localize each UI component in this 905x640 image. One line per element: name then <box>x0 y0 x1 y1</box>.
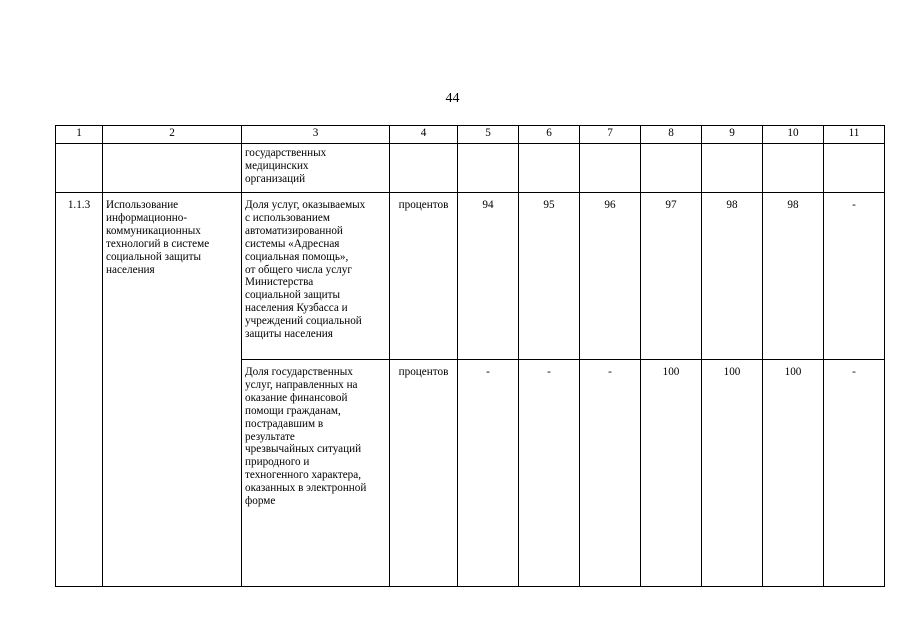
cell-value: 100 <box>702 360 763 587</box>
cell-text: Доля услуг, оказываемых с использованием автоматизированной системы «Адресная социальная помощь», от общего числа услуг Министерства социальной защиты населения Кузбасса и учреждений социальной защиты населения <box>245 199 366 341</box>
cell-value <box>519 144 580 193</box>
cell-text: Доля государственных услуг, направленных на оказание финансовой помощи гражданам, пострадавшим в результате чрезвычайных ситуаций природного и техногенного характера, оказанных в электронной форме <box>245 366 367 508</box>
cell-event <box>103 193 242 587</box>
cell-indicator <box>242 144 390 193</box>
header-cell: 10 <box>763 126 824 144</box>
cell-event <box>103 144 242 193</box>
cell-value: - <box>519 360 580 587</box>
cell-value: 94 <box>458 193 519 360</box>
cell-text: Использование информационно- коммуникационных технологий в системе социальной защиты населения <box>106 199 210 276</box>
header-cell: 4 <box>390 126 458 144</box>
header-cell: 8 <box>641 126 702 144</box>
table-header-row <box>56 126 885 144</box>
header-cell: 3 <box>242 126 390 144</box>
cell-unit: процентов <box>390 360 458 587</box>
header-cell: 9 <box>702 126 763 144</box>
cell-value <box>702 144 763 193</box>
cell-value: 96 <box>580 193 641 360</box>
page-number: 44 <box>445 91 460 106</box>
indicators-table <box>55 125 885 587</box>
cell-value: - <box>824 193 885 360</box>
table-row <box>56 193 885 360</box>
cell-text: государственных медицинских организаций <box>245 147 327 185</box>
cell-unit: процентов <box>390 193 458 360</box>
cell-value: 97 <box>641 193 702 360</box>
cell-value: 100 <box>763 360 824 587</box>
cell-value: 95 <box>519 193 580 360</box>
cell-value <box>458 144 519 193</box>
cell-number <box>56 144 103 193</box>
cell-value: - <box>580 360 641 587</box>
cell-value: 98 <box>702 193 763 360</box>
header-cell: 7 <box>580 126 641 144</box>
header-cell: 11 <box>824 126 885 144</box>
cell-indicator <box>242 360 390 587</box>
table-row <box>56 144 885 193</box>
cell-value: - <box>458 360 519 587</box>
cell-number: 1.1.3 <box>56 193 103 587</box>
cell-indicator <box>242 193 390 360</box>
header-cell: 5 <box>458 126 519 144</box>
cell-value: 98 <box>763 193 824 360</box>
cell-value: - <box>824 360 885 587</box>
header-cell: 2 <box>103 126 242 144</box>
cell-unit <box>390 144 458 193</box>
cell-value <box>580 144 641 193</box>
cell-value <box>763 144 824 193</box>
header-cell: 6 <box>519 126 580 144</box>
cell-value <box>824 144 885 193</box>
cell-value <box>641 144 702 193</box>
header-cell: 1 <box>56 126 103 144</box>
cell-value: 100 <box>641 360 702 587</box>
